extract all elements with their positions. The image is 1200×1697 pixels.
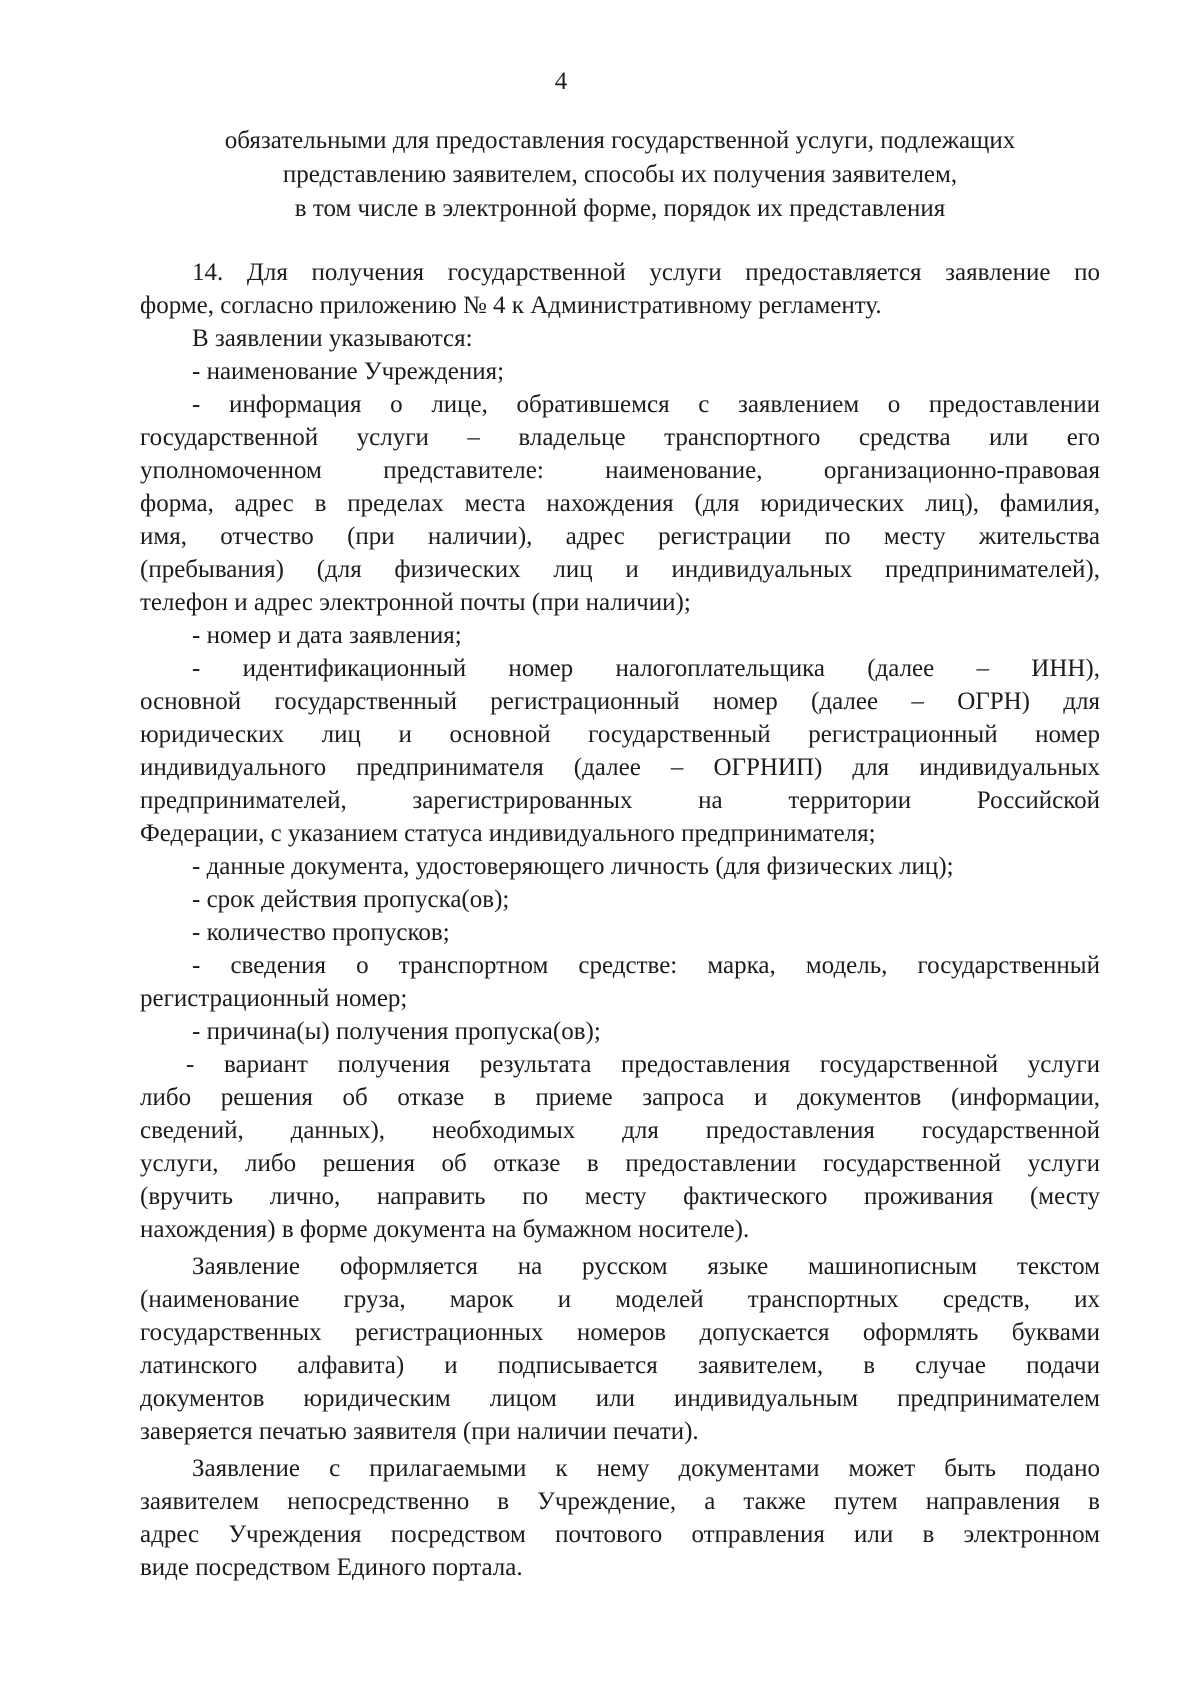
text-line: форме, согласно приложению № 4 к Административному регламенту. bbox=[140, 292, 882, 319]
text-line: государственной услуги – владельце транспортного средства или его bbox=[140, 424, 1100, 451]
list-item bbox=[140, 916, 1100, 949]
list-item bbox=[140, 619, 1100, 652]
paragraph-14 bbox=[140, 256, 1100, 322]
list-item bbox=[140, 652, 1100, 850]
text-line: - вариант получения результата предоставления государственной услуги bbox=[186, 1051, 1100, 1078]
paragraph-application-submission bbox=[140, 1452, 1100, 1584]
text-line: адрес Учреждения посредством почтового отправления или в электронном bbox=[140, 1521, 1100, 1548]
text-line: государственных регистрационных номеров допускается оформлять буквами bbox=[140, 1319, 1100, 1346]
heading-line: в том числе в электронной форме, порядок их представления bbox=[294, 195, 946, 222]
text-line: - идентификационный номер налогоплательщика (далее – ИНН), bbox=[192, 655, 1100, 682]
text-line: - данные документа, удостоверяющего личность (для физических лиц); bbox=[192, 853, 954, 880]
paragraph-intro bbox=[140, 322, 1100, 355]
list-item bbox=[140, 850, 1100, 883]
text-line: виде посредством Единого портала. bbox=[140, 1554, 523, 1581]
text-line: сведений, данных), необходимых для предоставления государственной bbox=[140, 1117, 1100, 1144]
text-line: заявителем непосредственно в Учреждение, а также путем направления в bbox=[140, 1488, 1100, 1515]
text-line: В заявлении указываются: bbox=[192, 325, 473, 352]
text-line: - сведения о транспортном средстве: марка, модель, государственный bbox=[192, 952, 1100, 979]
text-line: 14. Для получения государственной услуги предоставляется заявление по bbox=[192, 259, 1100, 286]
text-line: - причина(ы) получения пропуска(ов); bbox=[192, 1018, 601, 1045]
text-line: (вручить лично, направить по месту фактического проживания (месту bbox=[140, 1183, 1100, 1210]
text-line: индивидуального предпринимателя (далее – ОГРНИП) для индивидуальных bbox=[140, 754, 1100, 781]
list-item bbox=[140, 355, 1100, 388]
section-heading bbox=[140, 124, 1100, 226]
text-line: - номер и дата заявления; bbox=[192, 622, 462, 649]
list-item bbox=[140, 1048, 1100, 1246]
page-number: 4 bbox=[554, 68, 568, 95]
text-line: - количество пропусков; bbox=[192, 919, 450, 946]
text-line: уполномоченном представителе: наименование, организационно-правовая bbox=[140, 457, 1100, 484]
heading-line: обязательными для предоставления государственной услуги, подлежащих bbox=[224, 127, 1016, 154]
text-line: регистрационный номер; bbox=[140, 985, 408, 1012]
list-item bbox=[140, 1015, 1100, 1048]
text-line: имя, отчество (при наличии), адрес регистрации по месту жительства bbox=[140, 523, 1100, 550]
list-item bbox=[140, 949, 1100, 1015]
text-line: заверяется печатью заявителя (при наличии печати). bbox=[140, 1418, 699, 1445]
text-line: (наименование груза, марок и моделей транспортных средств, их bbox=[140, 1286, 1100, 1313]
text-line: услуги, либо решения об отказе в предоставлении государственной услуги bbox=[140, 1150, 1100, 1177]
text-line: телефон и адрес электронной почты (при наличии); bbox=[140, 589, 691, 616]
text-line: (пребывания) (для физических лиц и индивидуальных предпринимателей), bbox=[140, 556, 1100, 583]
text-line: предпринимателей, зарегистрированных на территории Российской bbox=[140, 787, 1100, 814]
text-line: - наименование Учреждения; bbox=[192, 358, 505, 385]
text-line: форма, адрес в пределах места нахождения (для юридических лиц), фамилия, bbox=[140, 490, 1100, 517]
text-line: Заявление с прилагаемыми к нему документами может быть подано bbox=[192, 1455, 1100, 1482]
text-line: нахождения) в форме документа на бумажном носителе). bbox=[140, 1216, 750, 1243]
list-item bbox=[140, 388, 1100, 619]
text-line: основной государственный регистрационный номер (далее – ОГРН) для bbox=[140, 688, 1100, 715]
heading-line: представлению заявителем, способы их получения заявителем, bbox=[282, 161, 958, 188]
list-item bbox=[140, 883, 1100, 916]
text-line: юридических лиц и основной государственный регистрационный номер bbox=[140, 721, 1100, 748]
paragraph-application-format bbox=[140, 1250, 1100, 1448]
text-line: документов юридическим лицом или индивидуальным предпринимателем bbox=[140, 1385, 1100, 1412]
text-line: либо решения об отказе в приеме запроса и документов (информации, bbox=[140, 1084, 1100, 1111]
text-line: Федерации, с указанием статуса индивидуального предпринимателя; bbox=[140, 820, 876, 847]
document-body bbox=[140, 256, 1100, 1584]
text-line: латинского алфавита) и подписывается заявителем, в случае подачи bbox=[140, 1352, 1100, 1379]
text-line: Заявление оформляется на русском языке машинописным текстом bbox=[192, 1253, 1100, 1280]
text-line: - информация о лице, обратившемся с заявлением о предоставлении bbox=[192, 391, 1100, 418]
text-line: - срок действия пропуска(ов); bbox=[192, 886, 510, 913]
